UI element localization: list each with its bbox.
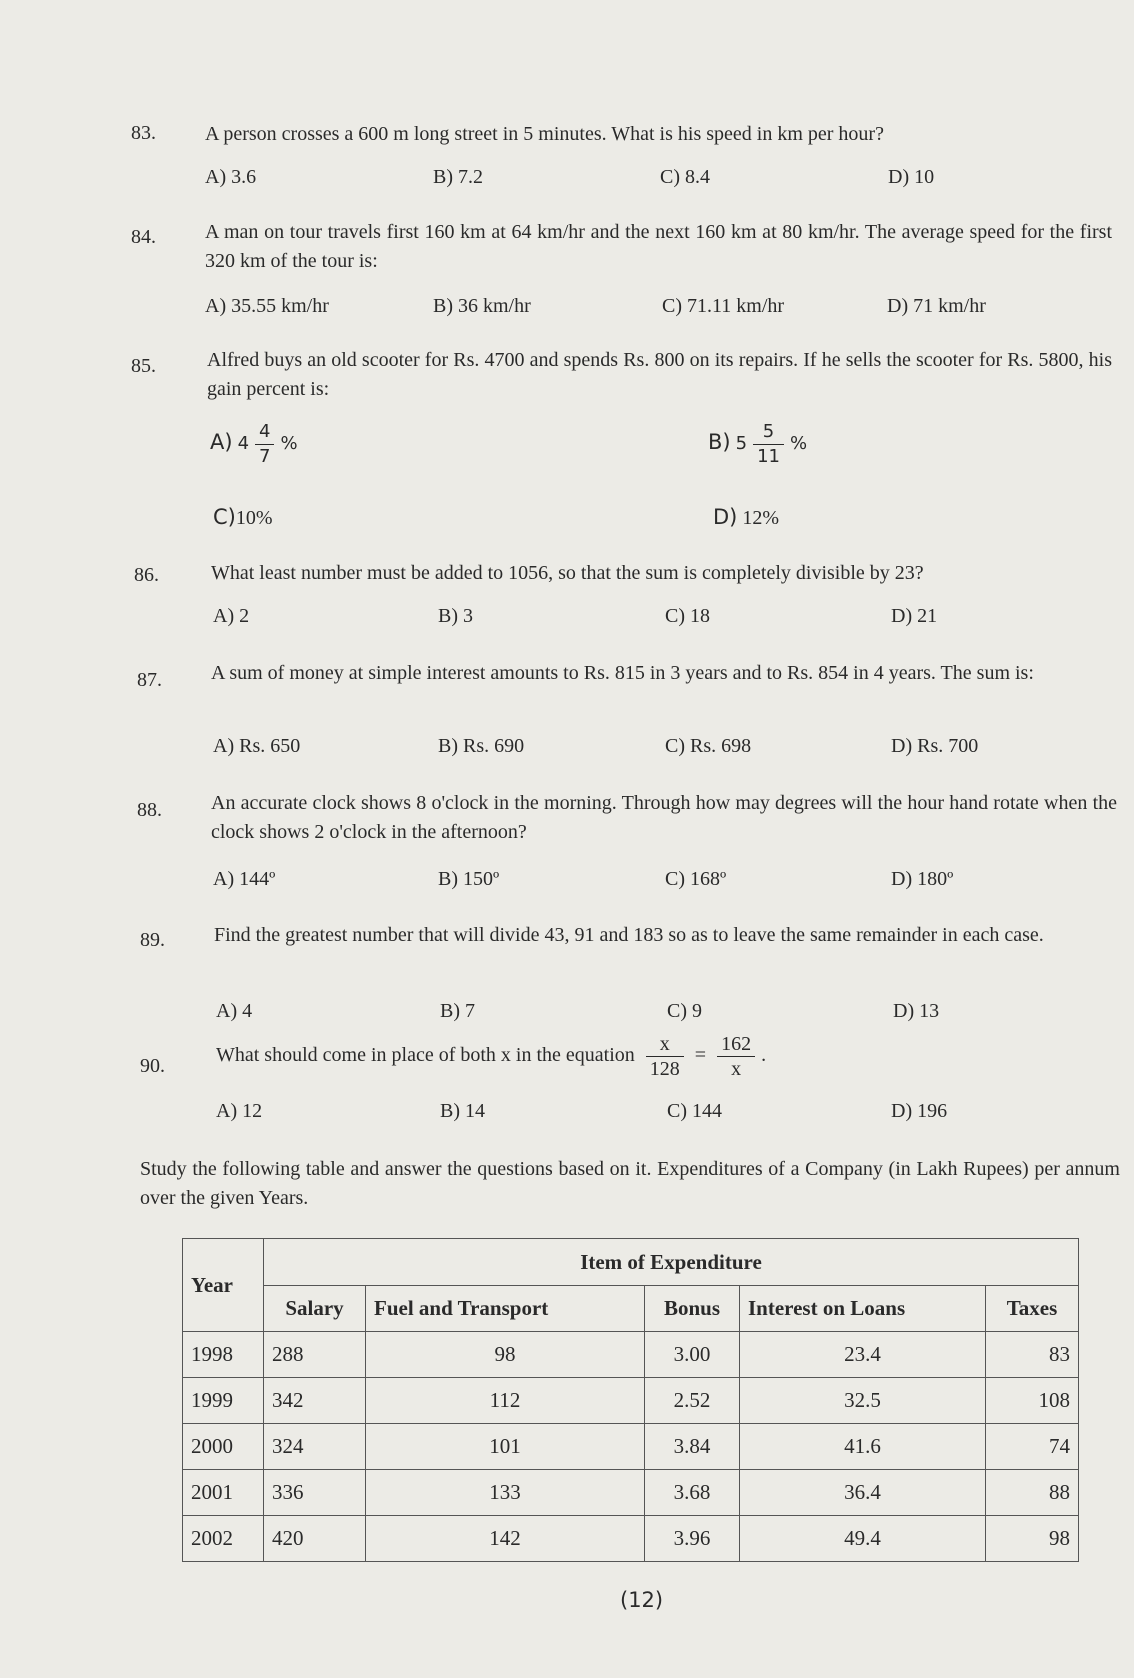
question-number: 89.: [140, 929, 165, 951]
option-a: A) 4: [216, 1000, 253, 1022]
question-text: A sum of money at simple interest amounts to Rs. 815 in 3 years and to Rs. 854 in 4 years. The sum is:: [211, 662, 1034, 684]
percent-sign: %: [280, 433, 298, 455]
option-c: C) 71.11 km/hr: [662, 295, 785, 317]
option-d: [713, 505, 779, 530]
table-row: [183, 1378, 1079, 1424]
question-number: 86.: [134, 564, 159, 586]
option-c: C) 9: [667, 1000, 702, 1022]
option-b: B) 36 km/hr: [433, 295, 531, 317]
table-cell: 342: [264, 1378, 366, 1424]
table-cell: 324: [264, 1424, 366, 1470]
option-b: B) 14: [440, 1100, 485, 1122]
option-b: B) 7: [440, 1000, 475, 1022]
option-a: A) 35.55 km/hr: [205, 295, 329, 317]
option-label: C): [213, 505, 236, 529]
expenditure-table: [182, 1238, 1079, 1562]
question-number: 90.: [140, 1055, 165, 1077]
table-instruction: Study the following table and answer the questions based on it. Expenditures of a Company (in Lakh Rupees) per annum over the given Years.: [140, 1158, 1120, 1209]
mixed-whole: 5: [735, 433, 748, 455]
option-d: D) 13: [893, 1000, 940, 1022]
option-a: A) 12: [216, 1100, 263, 1122]
year-cell: 1999: [183, 1378, 264, 1424]
question-text: Alfred buys an old scooter for Rs. 4700 and spends Rs. 800 on its repairs. If he sells the scooter for Rs. 5800, his gain percent is:: [207, 349, 1112, 400]
question-text: A man on tour travels first 160 km at 64 km/hr and the next 160 km at 80 km/hr. The average speed for the first 320 km of the tour is:: [205, 221, 1112, 272]
table-cell: 23.4: [740, 1332, 986, 1378]
question-text: A person crosses a 600 m long street in 5 minutes. What is his speed in km per hour?: [205, 123, 884, 145]
fraction-left: $\frac{x}{128}$: [646, 1032, 684, 1081]
fraction-right: $\frac{162}{x}$: [717, 1032, 755, 1081]
question-text: [216, 1032, 766, 1081]
percent-sign: %: [789, 433, 808, 455]
option-a: A) Rs. 650: [213, 735, 301, 757]
table-cell: 74: [986, 1424, 1079, 1470]
option-label: A): [210, 430, 233, 455]
option-c: C) 168º: [665, 868, 727, 890]
fraction: $\frac{4}{7}$: [255, 420, 274, 469]
table-cell: 2.52: [645, 1378, 740, 1424]
table-cell: 336: [264, 1470, 366, 1516]
column-header: Interest on Loans: [740, 1286, 986, 1332]
year-cell: 2000: [183, 1424, 264, 1470]
option-b: [708, 420, 807, 469]
option-b: B) 7.2: [433, 166, 483, 188]
question-text-before: What should come in place of both x in the equation: [216, 1044, 635, 1067]
year-cell: 1998: [183, 1332, 264, 1378]
table-cell: 112: [366, 1378, 645, 1424]
option-value: 12%: [742, 507, 780, 529]
table-row: [183, 1470, 1079, 1516]
option-c: C) Rs. 698: [665, 735, 752, 757]
mixed-whole: 4: [237, 433, 250, 455]
question-text: What least number must be added to 1056, so that the sum is completely divisible by 23?: [211, 562, 924, 584]
column-header: Fuel and Transport: [366, 1286, 645, 1332]
question-number: 85.: [131, 355, 156, 377]
table-cell: 83: [986, 1332, 1079, 1378]
option-a: [210, 420, 298, 469]
option-label: B): [708, 430, 731, 455]
option-a: A) 144º: [213, 868, 276, 890]
column-header: Salary: [264, 1286, 366, 1332]
option-value: 10%: [235, 507, 273, 529]
option-c: [213, 505, 273, 530]
table-cell: 32.5: [740, 1378, 986, 1424]
table-cell: 49.4: [740, 1516, 986, 1562]
table-cell: 142: [366, 1516, 645, 1562]
table-cell: 101: [366, 1424, 645, 1470]
question-number: 88.: [137, 799, 162, 821]
option-c: C) 18: [665, 605, 710, 627]
page-number: (12): [620, 1588, 664, 1612]
option-d: D) Rs. 700: [891, 735, 979, 757]
option-b: B) Rs. 690: [438, 735, 525, 757]
table-row: [183, 1424, 1079, 1470]
table-cell: 133: [366, 1470, 645, 1516]
option-d: D) 21: [891, 605, 938, 627]
table-cell: 3.84: [645, 1424, 740, 1470]
question-text: Find the greatest number that will divide 43, 91 and 183 so as to leave the same remainder in each case.: [214, 924, 1044, 946]
option-d: D) 71 km/hr: [887, 295, 986, 317]
year-cell: 2001: [183, 1470, 264, 1516]
table-cell: 108: [986, 1378, 1079, 1424]
table-cell: 288: [264, 1332, 366, 1378]
table-cell: 88: [986, 1470, 1079, 1516]
table-row: [183, 1332, 1079, 1378]
option-a: A) 2: [213, 605, 250, 627]
table-cell: 98: [986, 1516, 1079, 1562]
question-number: 83.: [131, 122, 156, 144]
table-cell: 98: [366, 1332, 645, 1378]
option-d: D) 180º: [891, 868, 954, 890]
fraction: $\frac{5}{11}$: [753, 420, 784, 469]
column-header: Taxes: [986, 1286, 1079, 1332]
option-d: D) 10: [888, 166, 935, 188]
table-cell: 3.96: [645, 1516, 740, 1562]
table-cell: 420: [264, 1516, 366, 1562]
option-label: D): [713, 505, 738, 529]
table-cell: 3.00: [645, 1332, 740, 1378]
year-header: Year: [183, 1239, 264, 1332]
year-cell: 2002: [183, 1516, 264, 1562]
table-cell: 41.6: [740, 1424, 986, 1470]
option-d: D) 196: [891, 1100, 948, 1122]
column-header: Bonus: [645, 1286, 740, 1332]
table-cell: 36.4: [740, 1470, 986, 1516]
question-text: An accurate clock shows 8 o'clock in the morning. Through how may degrees will the hour hand rotate when the clock shows 2 o'clock in the afternoon?: [211, 792, 1117, 843]
option-b: B) 150º: [438, 868, 500, 890]
option-a: A) 3.6: [205, 166, 257, 188]
option-b: B) 3: [438, 605, 473, 627]
table-row: [183, 1516, 1079, 1562]
group-header: Item of Expenditure: [264, 1239, 1079, 1286]
option-c: C) 8.4: [660, 166, 710, 188]
equals-sign: =: [694, 1044, 707, 1067]
equation-end: .: [761, 1044, 767, 1067]
question-number: 84.: [131, 226, 156, 248]
question-number: 87.: [137, 669, 162, 691]
table-cell: 3.68: [645, 1470, 740, 1516]
option-c: C) 144: [667, 1100, 722, 1122]
